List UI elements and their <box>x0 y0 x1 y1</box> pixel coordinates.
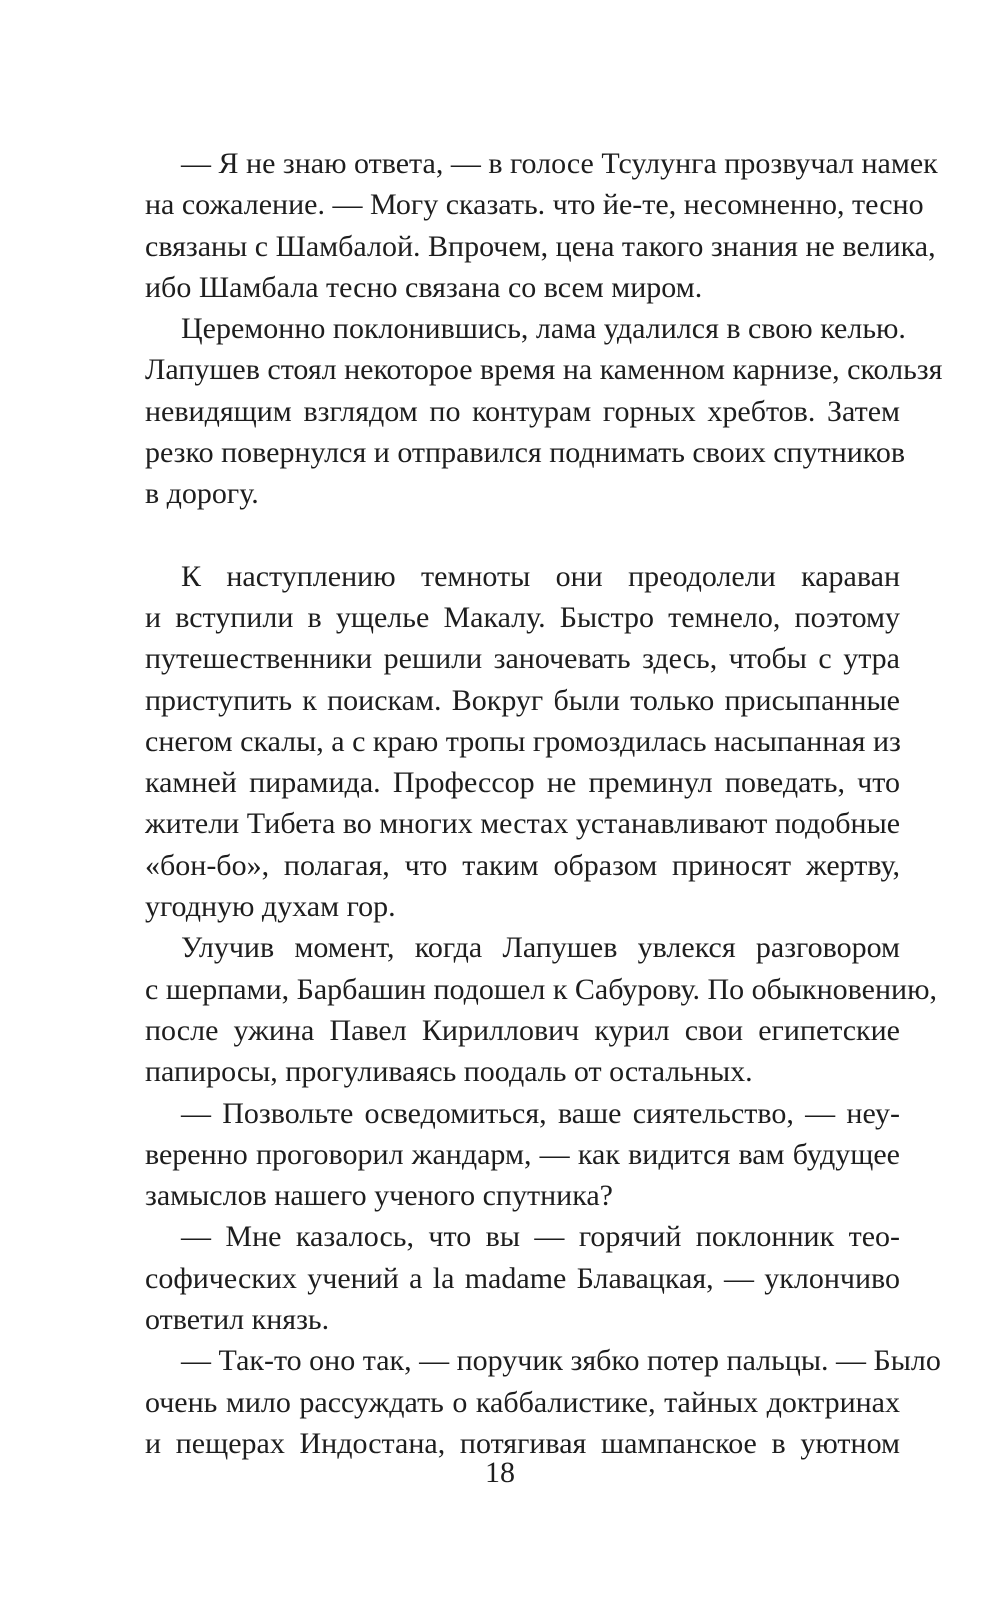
text-line: — Позвольте осведомиться, ваше сиятельство, — неу- <box>181 1096 900 1130</box>
text-line: снегом скалы, а с краю тропы громоздилась насыпанная из <box>145 724 901 758</box>
text-line: и вступили в ущелье Макалу. Быстро темнело, поэтому <box>145 600 900 634</box>
text-line: в дорогу. <box>145 477 259 511</box>
text-line: очень мило рассуждать о каббалистике, тайных доктринах <box>145 1385 900 1419</box>
text-line: камней пирамида. Профессор не преминул поведать, что <box>145 766 900 800</box>
text-line: ибо Шамбала тесно связана со всем миром. <box>145 270 703 304</box>
text-line: резко повернулся и отправился поднимать своих спутников <box>145 436 906 470</box>
text-line: на сожаление. — Могу сказать. что йе-те, несомненно, тесно <box>145 188 924 222</box>
text-line: ответил князь. <box>145 1303 330 1337</box>
text-line: угодную духам гор. <box>145 890 396 924</box>
text-line: Лапушев стоял некоторое время на каменном карнизе, скользя <box>145 353 943 387</box>
text-line: приступить к поискам. Вокруг были только присыпанные <box>145 683 900 717</box>
text-line: после ужина Павел Кириллович курил свои египетские <box>145 1013 900 1047</box>
section-break <box>145 515 900 556</box>
text-line: невидящим взглядом по контурам горных хребтов. Затем <box>145 394 900 428</box>
text-line: софических учений а la madame Блавацкая, — уклончиво <box>145 1261 900 1295</box>
text-line: веренно проговорил жандарм, — как видится вам будущее <box>145 1137 900 1171</box>
text-line: Улучив момент, когда Лапушев увлекся разговором <box>181 931 900 965</box>
text-line: — Так-то оно так, — поручик зябко потер пальцы. — Было <box>181 1344 941 1378</box>
page-number: 18 <box>485 1456 515 1489</box>
text-line: «бон-бо», полагая, что таким образом приносят жертву, <box>145 848 900 882</box>
text-line: путешественники решили заночевать здесь, чтобы с утра <box>145 642 900 676</box>
text-line: связаны с Шамбалой. Впрочем, цена такого знания не велика, <box>145 229 936 263</box>
page-text <box>145 143 943 1464</box>
text-line: с шерпами, Барбашин подошел к Сабурову. По обыкновению, <box>145 972 938 1006</box>
text-line: папиросы, прогуливаясь поодаль от остальных. <box>145 1055 753 1089</box>
text-line: и пещерах Индостана, потягивая шампанское в уютном <box>145 1426 900 1460</box>
text-line: Церемонно поклонившись, лама удалился в свою келью. <box>181 312 906 346</box>
text-line: замыслов нашего ученого спутника? <box>145 1179 613 1213</box>
text-line: — Я не знаю ответа, — в голосе Тсулунга прозвучал намек <box>181 147 938 180</box>
text-line: К наступлению темноты они преодолели караван <box>181 559 900 593</box>
text-line: жители Тибета во многих местах устанавливают подобные <box>145 807 901 841</box>
text-line: — Мне казалось, что вы — горячий поклонник тео- <box>181 1220 900 1254</box>
